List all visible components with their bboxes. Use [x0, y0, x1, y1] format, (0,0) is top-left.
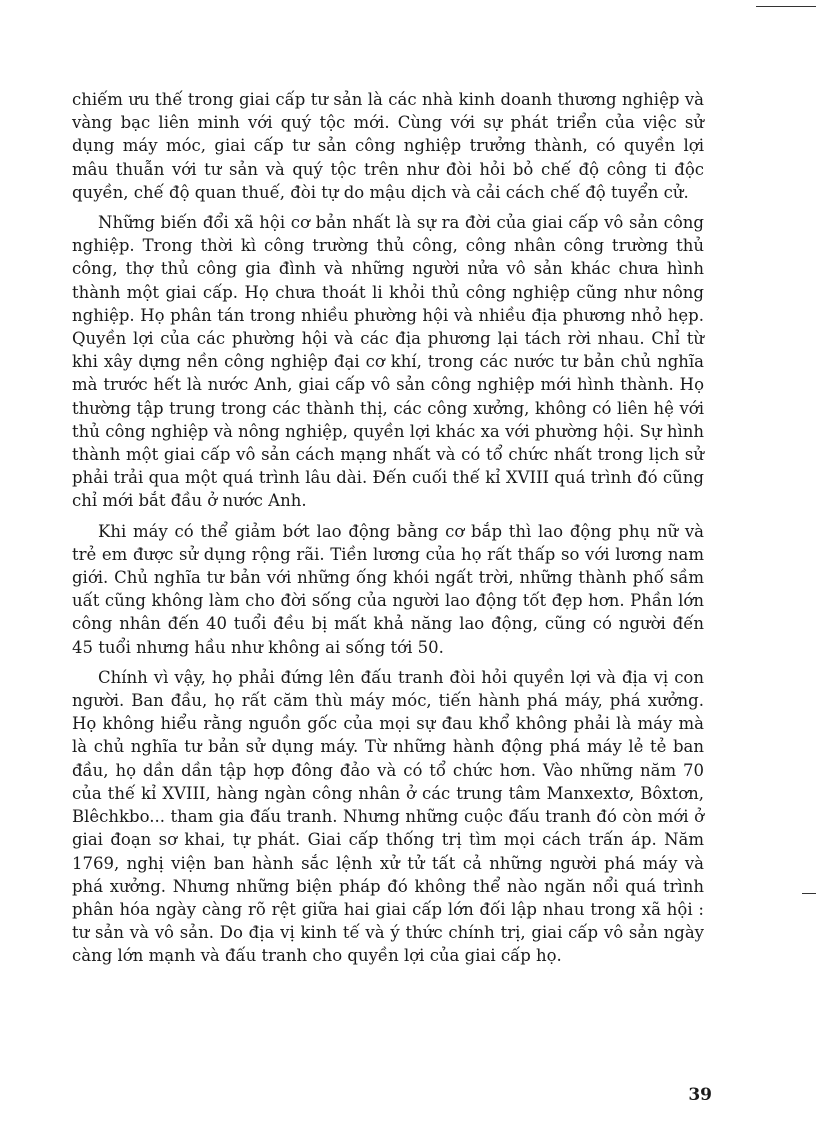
page-number: 39: [688, 1085, 712, 1105]
paragraph-2: Những biến đổi xã hội cơ bản nhất là sự ra đời của giai cấp vô sản công nghiệp. Trong thời kì công trường thủ công, công nhân công trường thủ công, thợ thủ công gia đình và những người nửa vô sản khác chưa hình thành một giai cấp. Họ chưa thoát li khỏi thủ công nghiệp cũng như nông nghiệp. Họ phân tán trong nhiều phường hội và nhiều địa phương nhỏ hẹp. Quyền lợi của các phường hội và các địa phương lại tách rời nhau. Chỉ từ khi xây dựng nền công nghiệp đại cơ khí, trong các nước tư bản chủ nghĩa mà trước hết là nước Anh, giai cấp vô sản công nghiệp mới hình thành. Họ thường tập trung trong các thành thị, các công xưởng, không có liên hệ với thủ công nghiệp và nông nghiệp, quyền lợi khác xa với phường hội. Sự hình thành một giai cấp vô sản cách mạng nhất và có tổ chức nhất trong lịch sử phải trải qua một quá trình lâu dài. Đến cuối thế kỉ XVIII quá trình đó cũng chỉ mới bắt đầu ở nước Anh.: [72, 213, 704, 511]
paragraph-1: chiếm ưu thế trong giai cấp tư sản là các nhà kinh doanh thương nghiệp và vàng bạc liên minh với quý tộc mới. Cùng với sự phát triển của việc sử dụng máy móc, giai cấp tư sản công nghiệp trưởng thành, có quyền lợi mâu thuẫn với tư sản và quý tộc trên như đòi hỏi bỏ chế độ công ti độc quyền, chế độ quan thuế, đòi tự do mậu dịch và cải cách chế độ tuyển cử.: [72, 90, 704, 202]
margin-tick: [802, 893, 816, 894]
paragraph-4: Chính vì vậy, họ phải đứng lên đấu tranh đòi hỏi quyền lợi và địa vị con người. Ban đầu, họ rất căm thù máy móc, tiến hành phá máy, phá xưởng. Họ không hiểu rằng nguồn gốc của mọi sự đau khổ không phải là máy mà là chủ nghĩa tư bản sử dụng máy. Từ những hành động phá máy lẻ tẻ ban đầu, họ dần dần tập hợp đông đảo và có tổ chức hơn. Vào những năm 70 của thế kỉ XVIII, hàng ngàn công nhân ở các trung tâm Manxextơ, Bôxtơn, Blêchkbo... tham gia đấu tranh. Nhưng những cuộc đấu tranh đó còn mới ở giai đoạn sơ khai, tự phát. Giai cấp thống trị tìm mọi cách trấn áp. Năm 1769, nghị viện ban hành sắc lệnh xử tử tất cả những người phá máy và phá xưởng. Nhưng những biện pháp đó không thể nào ngăn nổi quá trình phân hóa ngày càng rõ rệt giữa hai giai cấp lớn đối lập nhau trong xã hội : tư sản và vô sản. Do địa vị kinh tế và ý thức chính trị, giai cấp vô sản ngày càng lớn mạnh và đấu tranh cho quyền lợi của giai cấp họ.: [72, 667, 704, 966]
scan-edge-line: [756, 6, 816, 7]
body-text: [72, 88, 704, 975]
paragraph-3: Khi máy có thể giảm bớt lao động bằng cơ bắp thì lao động phụ nữ và trẻ em được sử dụng rộng rãi. Tiền lương của họ rất thấp so với lương nam giới. Chủ nghĩa tư bản với những ống khói ngất trời, những thành phố sầm uất cũng không làm cho đời sống của người lao động tốt đẹp hơn. Phần lớn công nhân đến 40 tuổi đều bị mất khả năng lao động, cũng có người đến 45 tuổi nhưng hầu như không ai sống tới 50.: [72, 521, 704, 657]
